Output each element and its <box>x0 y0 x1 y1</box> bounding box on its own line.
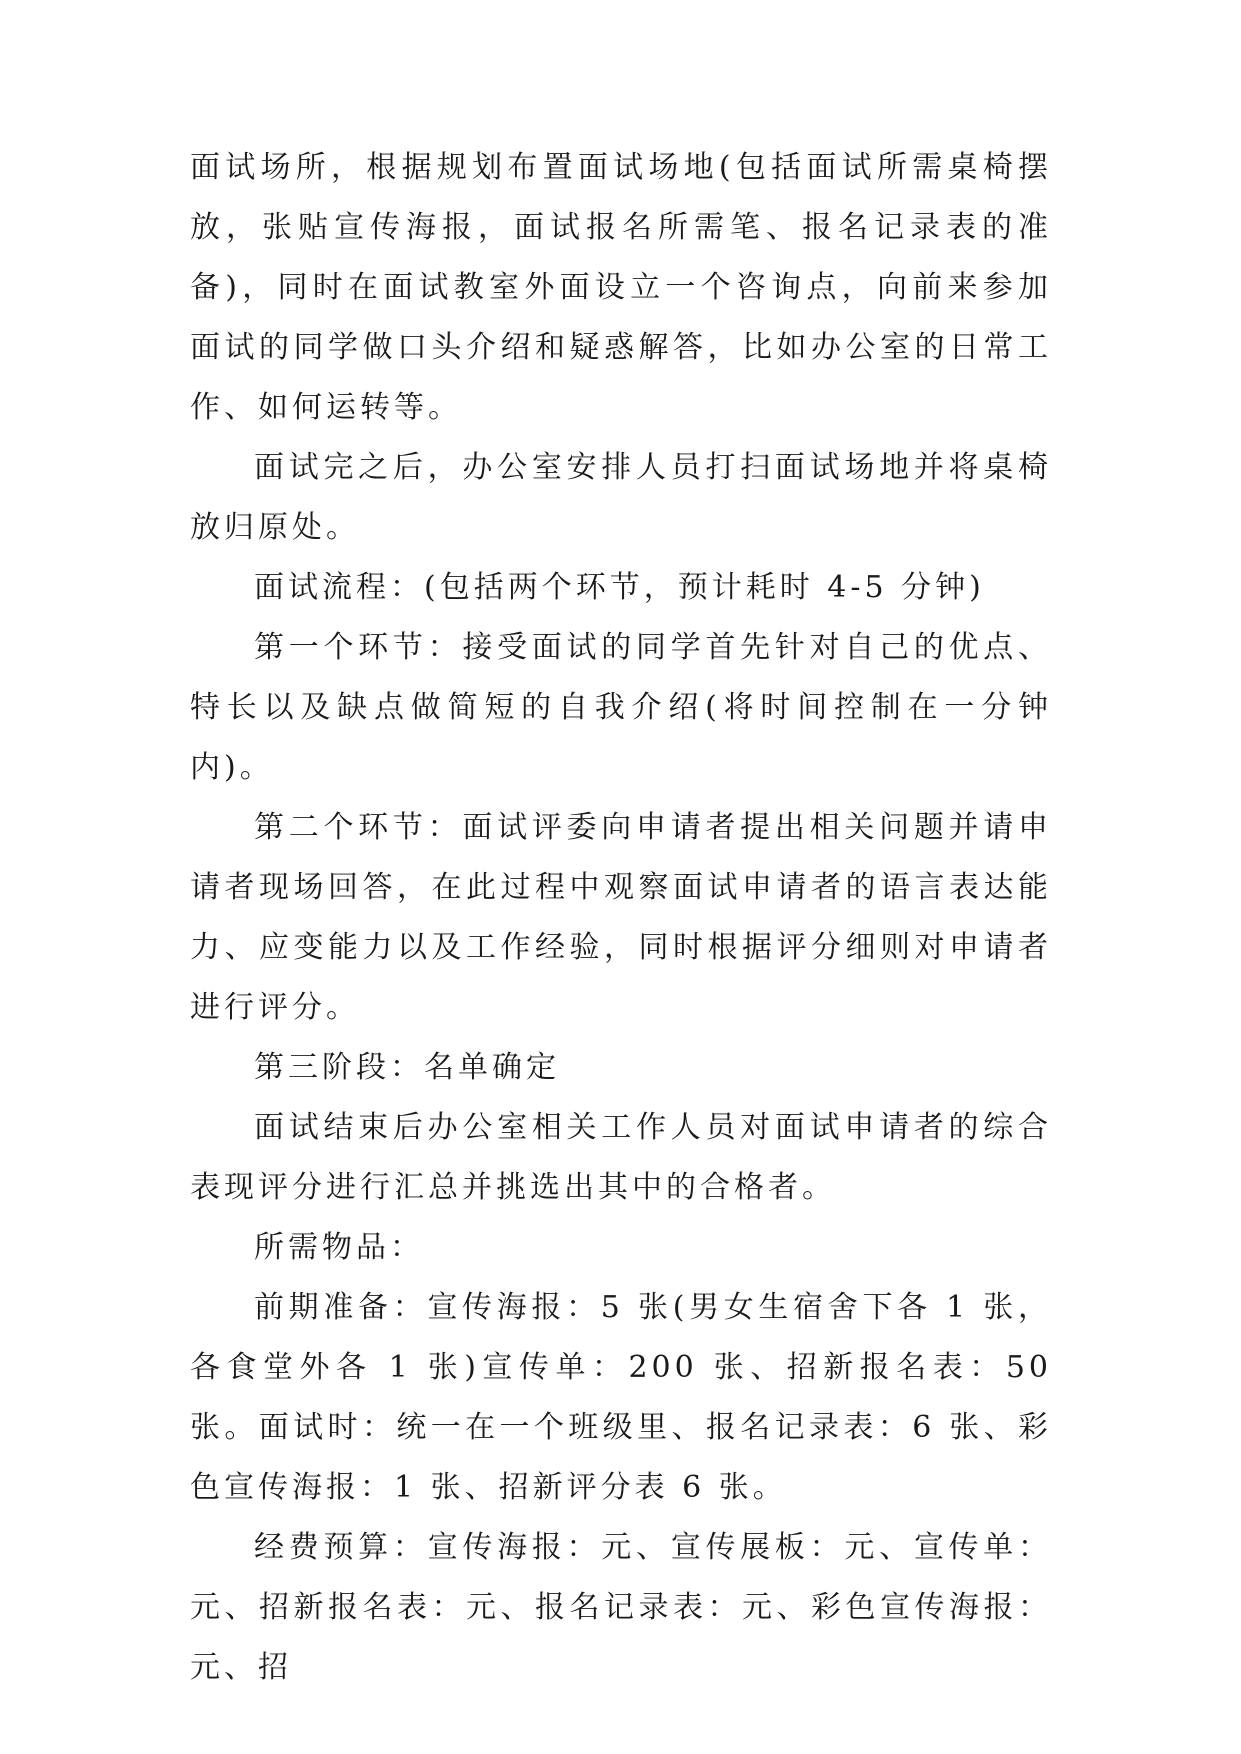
paragraph-step-one: 第一个环节：接受面试的同学首先针对自己的优点、特长以及缺点做简短的自我介绍(将时间控制在一分钟内)。 <box>190 630 1052 785</box>
paragraph-selection: 面试结束后办公室相关工作人员对面试申请者的综合表现评分进行汇总并挑选出其中的合格者。 <box>190 1110 1052 1205</box>
paragraph-stage-three: 第三阶段：名单确定 <box>254 1050 560 1085</box>
paragraph-preparation: 前期准备：宣传海报：5 张(男女生宿舍下各 1 张，各食堂外各 1 张)宣传单：200 张、招新报名表：50 张。面试时：统一在一个班级里、报名记录表：6 张、彩色宣传海报：1 张、招新评分表 6 张。 <box>190 1290 1052 1505</box>
document-body <box>190 138 1052 1698</box>
paragraph-venue-setup: 面试场所，根据规划布置面试场地(包括面试所需桌椅摆放，张贴宣传海报，面试报名所需笔、报名记录表的准备)，同时在面试教室外面设立一个咨询点，向前来参加面试的同学做口头介绍和疑惑解答，比如办公室的日常工作、如何运转等。 <box>190 150 1052 425</box>
paragraph-after-interview: 面试完之后，办公室安排人员打扫面试场地并将桌椅放归原处。 <box>190 450 1052 545</box>
paragraph-interview-process: 面试流程：(包括两个环节，预计耗时 4-5 分钟) <box>254 570 985 605</box>
paragraph-step-two: 第二个环节：面试评委向申请者提出相关问题并请申请者现场回答，在此过程中观察面试申请者的语言表达能力、应变能力以及工作经验，同时根据评分细则对申请者进行评分。 <box>190 810 1052 1025</box>
paragraph-budget: 经费预算：宣传海报：元、宣传展板：元、宣传单：元、招新报名表：元、报名记录表：元、彩色宣传海报：元、招 <box>190 1530 1052 1685</box>
paragraph-materials-heading: 所需物品： <box>254 1230 424 1265</box>
